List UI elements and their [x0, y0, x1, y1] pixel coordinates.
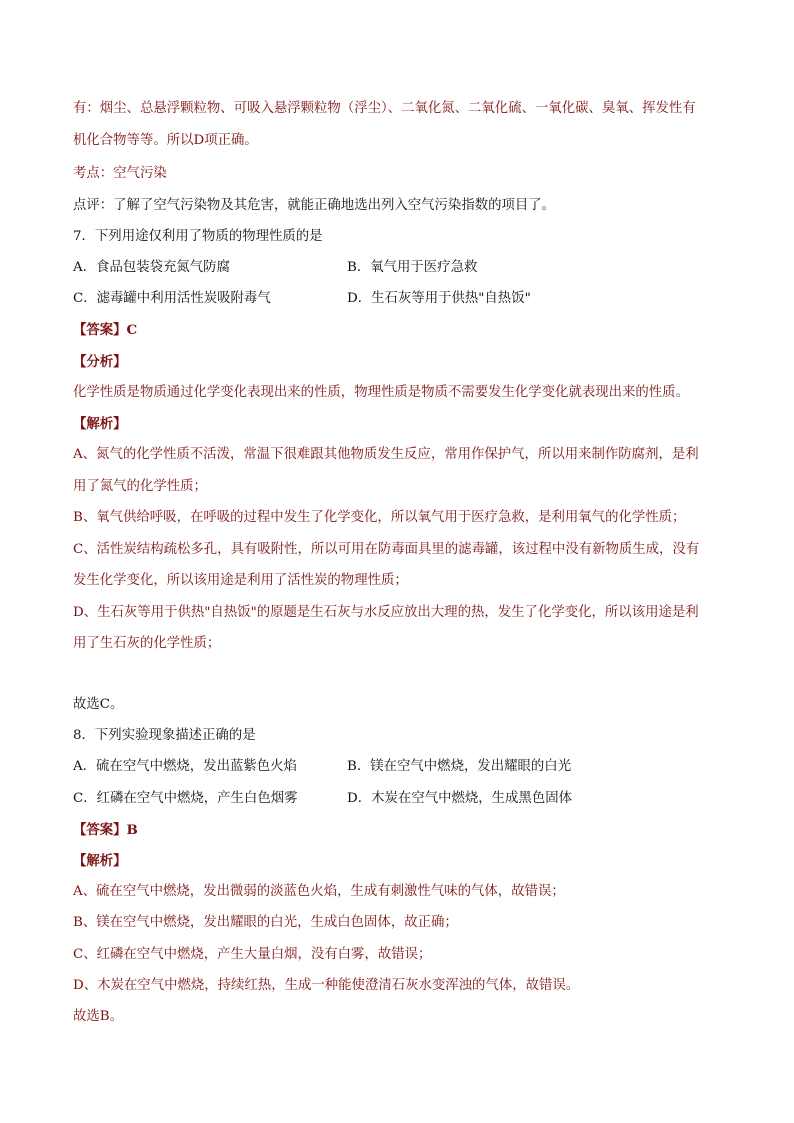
- intro-line-2: 机化合物等等。所以D项正确。: [73, 133, 258, 148]
- q8-stem: 8．下列实验现象描述正确的是: [73, 728, 256, 743]
- q8-option-b: B．镁在空气中燃烧，发出耀眼的白光: [347, 759, 572, 774]
- q8-option-d: D．木炭在空气中燃烧，生成黑色固体: [347, 791, 572, 806]
- q7-option-a: A．食品包装袋充氮气防腐: [73, 260, 230, 275]
- q7-conclusion: 故选C。: [73, 697, 124, 712]
- q8-conclusion: 故选B。: [73, 1009, 124, 1024]
- q7-expl-a-2: 用了氮气的化学性质；: [73, 479, 207, 494]
- q7-explain-tag: 【解析】: [73, 416, 127, 432]
- q7-expl-d-2: 用了生石灰的化学性质；: [73, 636, 221, 651]
- intro-line-1: 有：烟尘、总悬浮颗粒物、可吸入悬浮颗粒物（浮尘）、二氧化氮、二氧化硫、一氧化碳、臭氧、挥发性有: [73, 101, 696, 116]
- q7-option-b: B．氧气用于医疗急救: [347, 260, 478, 275]
- q8-explain-tag: 【解析】: [73, 853, 127, 869]
- q7-stem: 7．下列用途仅利用了物质的物理性质的是: [73, 229, 323, 244]
- q8-option-a: A．硫在空气中燃烧，发出蓝紫色火焰: [73, 759, 297, 774]
- q7-analysis-tag: 【分析】: [73, 354, 127, 370]
- q8-expl-c: C、红磷在空气中燃烧，产生大量白烟，没有白雾，故错误；: [73, 947, 432, 962]
- q7-expl-c-1: C、活性炭结构疏松多孔，具有吸附性，所以可用在防毒面具里的滤毒罐，该过程中没有新物质生成，没有: [73, 542, 700, 557]
- q7-expl-b: B、氧气供给呼吸，在呼吸的过程中发生了化学变化，所以氧气用于医疗急救，是利用氧气的化学性质；: [73, 510, 686, 525]
- dianping-line: 点评：了解了空气污染物及其危害，就能正确地选出列入空气污染指数的项目了。: [73, 198, 556, 213]
- q7-answer: 【答案】C: [73, 322, 138, 338]
- q8-expl-a: A、硫在空气中燃烧，发出微弱的淡蓝色火焰，生成有刺激性气味的气体，故错误；: [73, 884, 565, 899]
- kaodian-line: 考点：空气污染: [73, 166, 167, 181]
- q7-analysis: 化学性质是物质通过化学变化表现出来的性质，物理性质是物质不需要发生化学变化就表现出来的性质。: [73, 385, 689, 400]
- q7-expl-d-1: D、生石灰等用于供热"自热饭"的原题是生石灰与水反应放出大理的热，发生了化学变化，所以该用途是利: [73, 605, 699, 620]
- q7-option-d: D．生石灰等用于供热"自热饭": [347, 291, 531, 306]
- q8-expl-b: B、镁在空气中燃烧，发出耀眼的白光，生成白色固体，故正确；: [73, 915, 458, 930]
- q8-option-c: C．红磷在空气中燃烧，产生白色烟雾: [73, 791, 298, 806]
- q8-answer: 【答案】B: [73, 822, 138, 838]
- q7-expl-c-2: 发生化学变化，所以该用途是利用了活性炭的物理性质；: [73, 573, 408, 588]
- q7-option-c: C．滤毒罐中利用活性炭吸附毒气: [73, 291, 271, 306]
- q8-expl-d: D、木炭在空气中燃烧，持续红热，生成一种能使澄清石灰水变浑浊的气体，故错误。: [73, 978, 580, 993]
- q7-expl-a-1: A、氮气的化学性质不活泼，常温下很难跟其他物质发生反应，常用作保护气，所以用来制作防腐剂，是利: [73, 447, 699, 462]
